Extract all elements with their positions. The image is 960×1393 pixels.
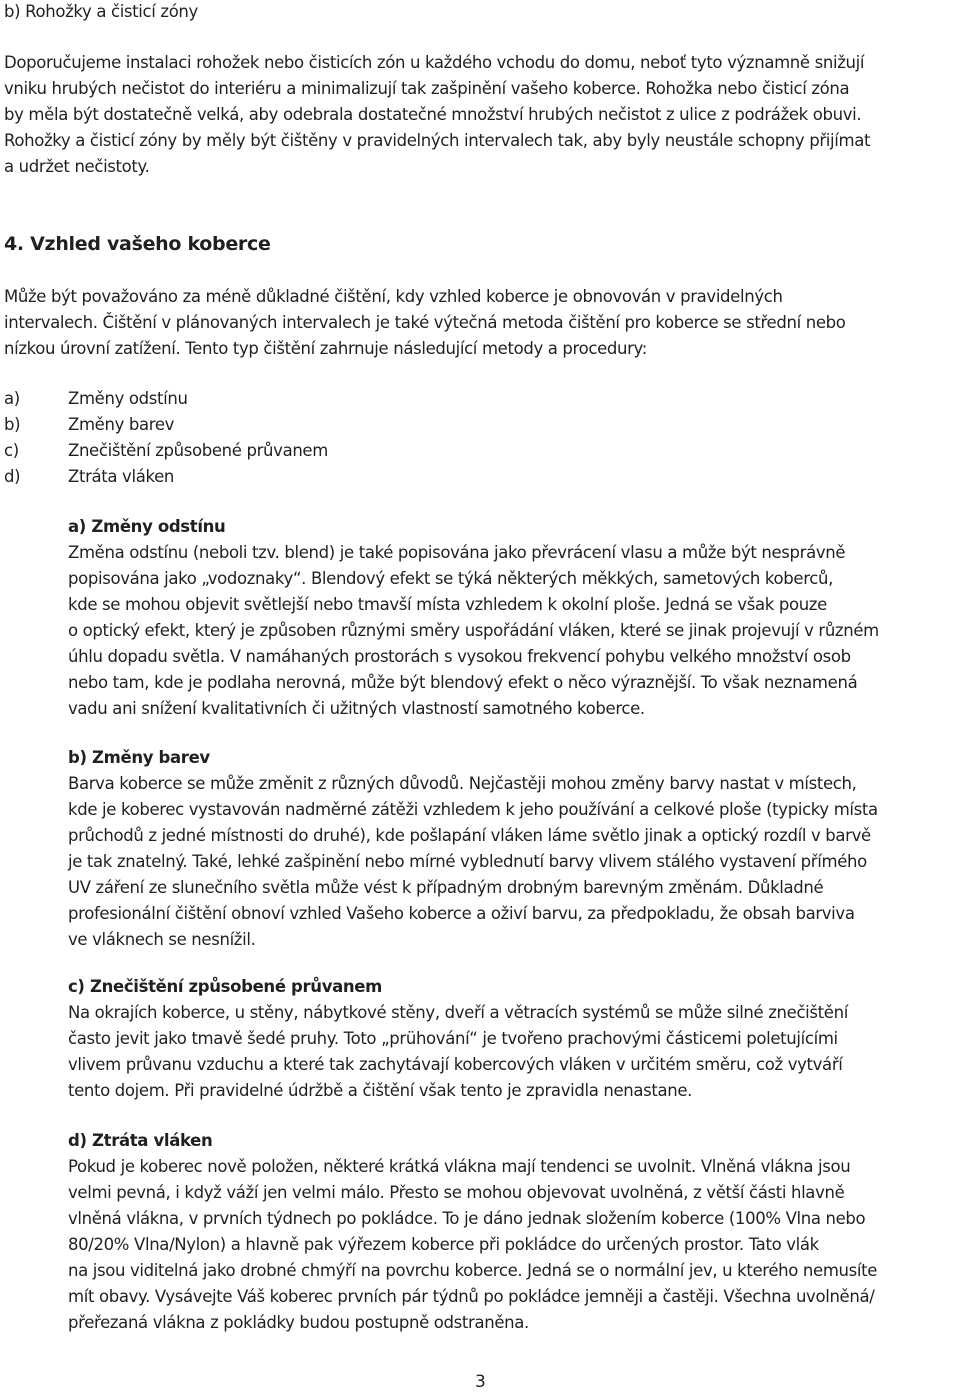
section-paragraph	[4, 284, 846, 362]
subsection-title: a) Změny odstínu	[68, 517, 226, 536]
text-line: kde se mohou objevit světlejší nebo tmavší místa vzhledem k okolní ploše. Jedná se však pouze	[68, 595, 827, 614]
text-line: Na okrajích koberce, u stěny, nábytkové stěny, dveří a větracích systémů se může silné znečištění	[68, 1003, 848, 1022]
list-text: Znečištění způsobené průvanem	[68, 441, 328, 460]
section-heading: 4. Vzhled vašeho koberce	[4, 233, 271, 255]
text-line: tento dojem. Při pravidelné údržbě a čištění však tento je zpravidla nenastane.	[68, 1081, 693, 1100]
list-item	[4, 412, 328, 438]
list-item	[4, 386, 328, 412]
text-line: ve vláknech se nesnížil.	[68, 930, 256, 949]
text-line: vadu ani snížení kvalitativních či užitných vlastností samotného koberce.	[68, 699, 645, 718]
intro-paragraph	[4, 50, 870, 180]
text-line: nebo tam, kde je podlaha nerovná, může být blendový efekt o něco výraznější. To však neznamená	[68, 673, 858, 692]
page-number: 3	[475, 1372, 486, 1392]
text-line: Pokud je koberec nově položen, některé krátká vlákna mají tendenci se uvolnit. Vlněná vlákna jsou	[68, 1157, 851, 1176]
text-line: Změna odstínu (neboli tzv. blend) je také popisována jako převrácení vlasu a může být nesprávně	[68, 543, 846, 562]
text-line: by měla být dostatečně velká, aby odebrala dostatečné množství hrubých nečistot z ulice z podrážek obuvi.	[4, 105, 862, 124]
text-line: 80/20% Vlna/Nylon) a hlavně pak výřezem koberce při pokládce do určených prostor. Tato vlák	[68, 1235, 819, 1254]
list-marker: d)	[4, 467, 21, 486]
text-line: je tak znatelný. Také, lehké zašpinění nebo mírné vyblednutí barvy vlivem stálého vystavení přímého	[68, 852, 867, 871]
text-line: a udržet nečistoty.	[4, 157, 150, 176]
subsection-fiber-loss	[68, 1128, 877, 1336]
list-text: Změny barev	[68, 415, 175, 434]
text-line: velmi pevná, i když váží jen velmi málo. Přesto se mohou objevovat uvolněná, z větší části hlavně	[68, 1183, 845, 1202]
text-line: nízkou úrovní zatížení. Tento typ čištění zahrnuje následující metody a procedury:	[4, 339, 647, 358]
list-marker: b)	[4, 415, 21, 434]
method-list	[4, 386, 328, 490]
list-marker: a)	[4, 389, 20, 408]
text-line: vniku hrubých nečistot do interiéru a minimalizují tak zašpinění vašeho koberce. Rohožka nebo čisticí zóna	[4, 79, 850, 98]
text-line: Doporučujeme instalaci rohožek nebo čisticích zón u každého vchodu do domu, neboť tyto významně snižují	[4, 53, 865, 72]
text-line: popisována jako „vodoznaky“. Blendový efekt se týká některých měkkých, sametových koberců,	[68, 569, 833, 588]
text-line: UV záření ze slunečního světla může vést k případným drobným barevným změnám. Důkladné	[68, 878, 824, 897]
text-line: průchodů z jedné místnosti do druhé), kde pošlapání vláken láme světlo jinak a optický rozdíl v barvě	[68, 826, 871, 845]
list-item	[4, 438, 328, 464]
subsection-draft-soiling	[68, 974, 848, 1104]
subsection-shade-changes	[68, 514, 879, 722]
text-line: kde je koberec vystavován nadměrné zátěži vzhledem k jeho používání a celkové ploše (typicky místa	[68, 800, 878, 819]
subsection-title: b) Změny barev	[68, 748, 210, 767]
text-line: Barva koberce se může změnit z různých důvodů. Nejčastěji mohou změny barvy nastat v místech,	[68, 774, 857, 793]
subsection-title: c) Znečištění způsobené průvanem	[68, 977, 382, 996]
list-marker: c)	[4, 441, 19, 460]
text-line: intervalech. Čištění v plánovaných intervalech je také výtečná metoda čištění pro koberce se střední nebo	[4, 313, 846, 332]
text-line: úhlu dopadu světla. V namáhaných prostorách s vysokou frekvencí pohybu velkého množství osob	[68, 647, 851, 666]
list-text: Ztráta vláken	[68, 467, 174, 486]
text-line: přeřezaná vlákna z pokládky budou postupně odstraněna.	[68, 1313, 529, 1332]
subsection-color-changes	[68, 745, 878, 953]
text-line: Může být považováno za méně důkladné čištění, kdy vzhled koberce je obnovován v pravidelných	[4, 287, 783, 306]
text-line: vlivem průvanu vzduchu a které tak zachytávají kobercových vláken v určitém směru, což vytváří	[68, 1055, 843, 1074]
text-line: Rohožky a čisticí zóny by měly být čištěny v pravidelných intervalech tak, aby byly neustále schopny přijímat	[4, 131, 871, 150]
text-line: o optický efekt, který je způsoben různými směry uspořádání vláken, které se jinak projevují v různém	[68, 621, 879, 640]
text-line: mít obavy. Vysávejte Váš koberec prvních pár týdnů po pokládce jemněji a častěji. Všechna uvolněná/	[68, 1287, 875, 1306]
list-text: Změny odstínu	[68, 389, 188, 408]
text-line: na jsou viditelná jako drobné chmýří na povrchu koberce. Jedná se o normální jev, u kterého nemusíte	[68, 1261, 878, 1280]
subsection-title: d) Ztráta vláken	[68, 1131, 213, 1150]
text-line: často jevit jako tmavě šedé pruhy. Toto „prühování“ je tvořeno prachovými částicemi poletujícími	[68, 1029, 838, 1048]
text-line: profesionální čištění obnoví vzhled Vašeho koberce a oživí barvu, za předpokladu, že obsah barviva	[68, 904, 855, 923]
text-line: vlněná vlákna, v prvních týdnech po pokládce. To je dáno jednak složením koberce (100% Vlna nebo	[68, 1209, 866, 1228]
list-item	[4, 464, 328, 490]
top-heading: b) Rohožky a čisticí zóny	[4, 2, 198, 21]
